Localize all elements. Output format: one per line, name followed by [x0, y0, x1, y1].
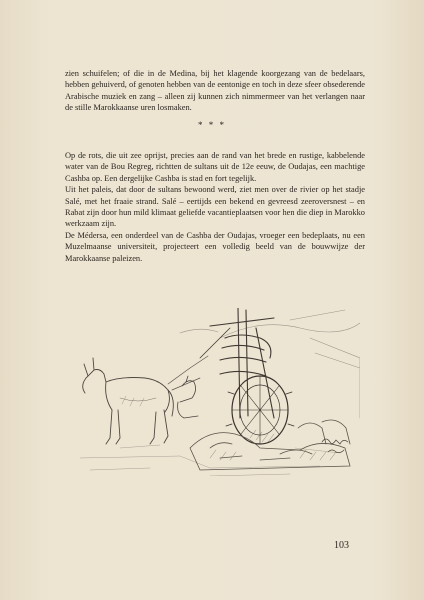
paragraph-4-text: De Médersa, een onderdeel van de Cashba der Oudajas, vroeger een bedeplaats, nu een Muzelmaanse universiteit, projecteert een volledig beeld van de bouwwijze der Marokkaanse paleizen. — [65, 230, 365, 263]
crouching-figure — [178, 376, 198, 418]
shading-strokes — [210, 430, 336, 460]
pencil-sketch-illustration — [60, 298, 370, 488]
donkey-harness — [168, 356, 208, 390]
paragraph-2-text: Op de rots, die uit zee oprijst, precies aan de rand van het brede en rustige, kabbelende water van de Bou Regreg, richtten de sultans uit de 12e eeuw, de Oudajas, een machtige Cashba op. Een dergelijke Cashba is stad en fort tegelijk. — [65, 151, 365, 183]
paragraph-group — [65, 150, 365, 264]
artist-signature — [322, 439, 348, 453]
stone-well-base — [190, 420, 350, 470]
paragraph-continued — [65, 68, 365, 114]
paragraph-1-text: zien schuifelen; of die in de Medina, bij het klagende koorgezang van de bedelaars, hebben gehuiverd, of genoten hebben van de eentonige en toch in deze sfeer obsederende Arabische muziek en zang – alleen zij kunnen zich nimmermeer van het verlangen naar de stille Marokkaanse uren losmaken. — [65, 69, 365, 113]
paragraph-3-text: Uit het paleis, dat door de sultans bewoond werd, ziet men over de rivier op het stadje Salé, met het fraaie strand. Salé – eertijds een bekend en gevreesd zeeroversnest – en Rabat zijn door hun mild klimaat geliefde vacantieplaatsen voor hen die diep in Marokko werkzaam zijn. — [65, 185, 365, 229]
water-wheel-frame — [200, 308, 274, 418]
section-break-ornament: * * * — [198, 120, 226, 130]
donkey-figure — [83, 358, 174, 444]
gear-wheel — [226, 376, 294, 444]
background-wall-sketch — [180, 310, 360, 418]
page-number: 103 — [334, 540, 349, 551]
